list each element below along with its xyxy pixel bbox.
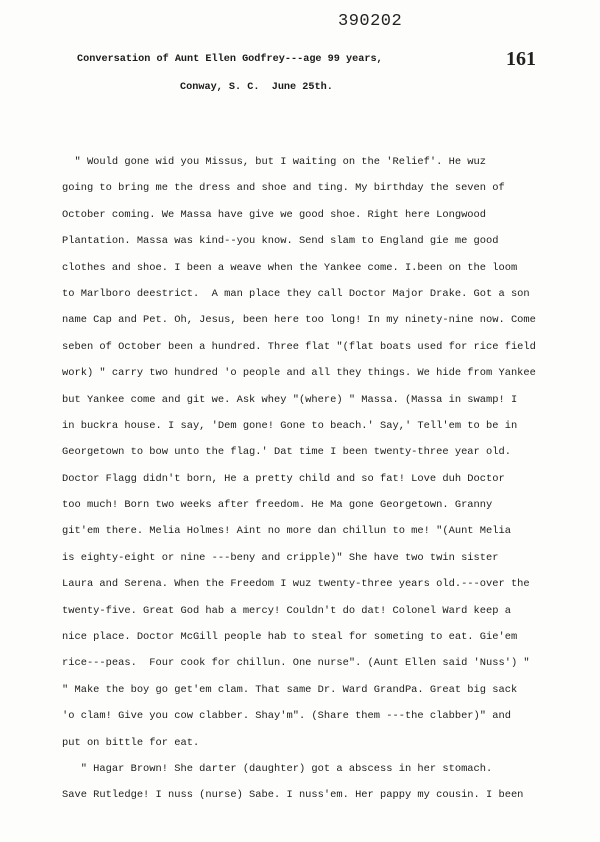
body-line: " Make the boy go get'em clam. That same Dr. Ward GrandPa. Great big sack bbox=[62, 683, 518, 696]
body-line: Save Rutledge! I nuss (nurse) Sabe. I nuss'em. Her pappy my cousin. I been bbox=[62, 789, 524, 802]
serial-number: 390202 bbox=[338, 12, 403, 31]
body-line: name Cap and Pet. Oh, Jesus, been here too long! In my ninety-nine now. Come bbox=[62, 314, 536, 327]
body-line: rice---peas. Four cook for chillun. One nurse". (Aunt Ellen said 'Nuss') " bbox=[62, 657, 530, 670]
body-line: Laura and Serena. When the Freedom I wuz twenty-three years old.---over the bbox=[62, 578, 530, 591]
body-line: too much! Born two weeks after freedom. He Ma gone Georgetown. Granny bbox=[62, 499, 493, 512]
body-line: seben of October been a hundred. Three flat "(flat boats used for rice field bbox=[62, 340, 536, 353]
body-line: going to bring me the dress and shoe and ting. My birthday the seven of bbox=[62, 182, 505, 195]
body-line: is eighty-eight or nine ---beny and cripple)" She have two twin sister bbox=[62, 551, 499, 564]
page-number: 161 bbox=[506, 48, 536, 70]
body-line: but Yankee come and git we. Ask whey "(where) " Massa. (Massa in swamp! I bbox=[62, 393, 518, 406]
interview-body bbox=[62, 149, 562, 809]
body-line: 'o clam! Give you cow clabber. Shay'm". (Share them ---the clabber)" and bbox=[62, 710, 511, 723]
body-line: clothes and shoe. I been a weave when the Yankee come. I.been on the loom bbox=[62, 261, 518, 274]
document-title: Conversation of Aunt Ellen Godfrey---age 99 years, bbox=[77, 54, 383, 65]
body-line: October coming. We Massa have give we good shoe. Right here Longwood bbox=[62, 208, 487, 221]
body-line: put on bittle for eat. bbox=[62, 736, 200, 749]
body-line: work) " carry two hundred 'o people and all they things. We hide from Yankee bbox=[62, 367, 536, 380]
body-line: Plantation. Massa was kind--you know. Send slam to England gie me good bbox=[62, 235, 499, 248]
body-line: twenty-five. Great God hab a mercy! Couldn't do dat! Colonel Ward keep a bbox=[62, 604, 511, 617]
body-line: Georgetown to bow unto the flag.' Dat time I been twenty-three year old. bbox=[62, 446, 511, 459]
body-line: nice place. Doctor McGill people hab to steal for someting to eat. Gie'em bbox=[62, 631, 518, 644]
body-line: git'em there. Melia Holmes! Aint no more dan chillun to me! "(Aunt Melia bbox=[62, 525, 511, 538]
place-date-line: Conway, S. C. June 25th. bbox=[180, 82, 333, 93]
body-line: Doctor Flagg didn't born, He a pretty child and so fat! Love duh Doctor bbox=[62, 472, 505, 485]
body-line: " Would gone wid you Missus, but I waiting on the 'Relief'. He wuz bbox=[62, 156, 487, 168]
body-line: in buckra house. I say, 'Dem gone! Gone to beach.' Say,' Tell'em to be in bbox=[62, 419, 518, 432]
body-line: " Hagar Brown! She darter (daughter) got a abscess in her stomach. bbox=[62, 762, 493, 775]
body-line: to Marlboro deestrict. A man place they call Doctor Major Drake. Got a son bbox=[62, 287, 530, 300]
